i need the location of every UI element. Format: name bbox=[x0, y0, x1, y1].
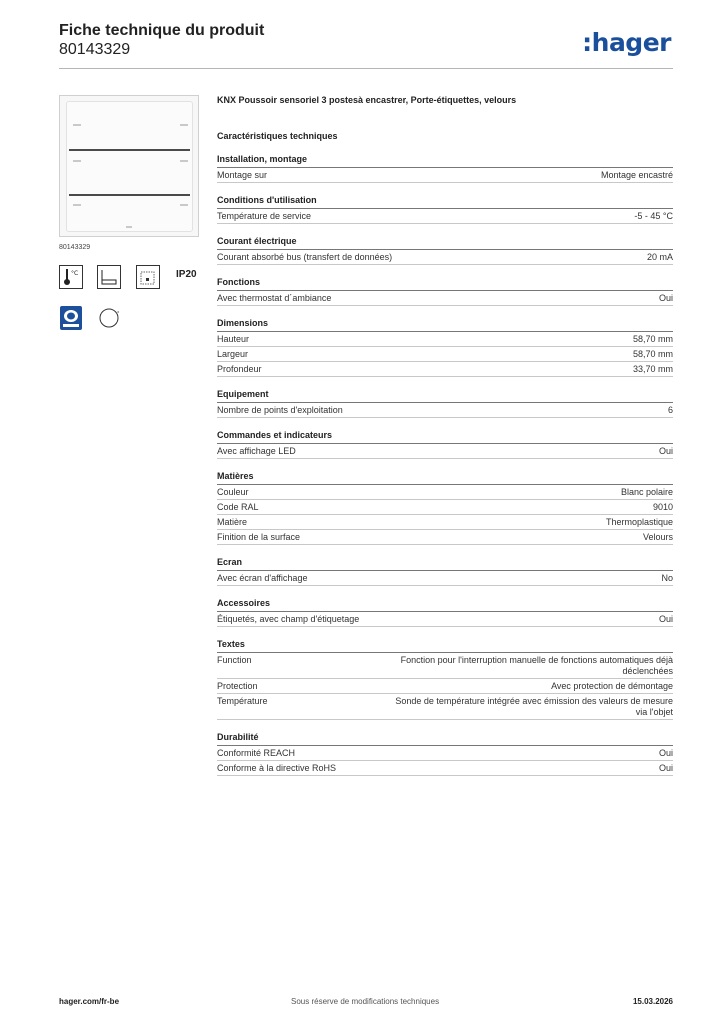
document-number: 80143329 bbox=[59, 41, 131, 58]
spec-group bbox=[217, 389, 673, 418]
spec-group bbox=[217, 430, 673, 459]
spec-group bbox=[217, 236, 673, 265]
spec-label: Conformité REACH bbox=[217, 748, 296, 758]
spec-label: Température de service bbox=[217, 211, 312, 221]
spec-value: Velours bbox=[642, 532, 673, 542]
spec-group bbox=[217, 277, 673, 306]
spec-row bbox=[217, 168, 673, 183]
spec-row bbox=[217, 746, 673, 761]
spec-label: Hauteur bbox=[217, 334, 250, 344]
svg-text:°: ° bbox=[117, 311, 120, 317]
spec-group-title: Fonctions bbox=[217, 277, 673, 291]
spec-row bbox=[217, 530, 673, 545]
spec-value: 33,70 mm bbox=[632, 364, 673, 374]
spec-label: Matière bbox=[217, 517, 248, 527]
page-header bbox=[59, 22, 673, 70]
spec-group-title: Dimensions bbox=[217, 318, 673, 332]
spec-row bbox=[217, 694, 673, 720]
spec-value: Oui bbox=[658, 748, 673, 758]
spec-value: Montage encastré bbox=[600, 170, 673, 180]
spec-group bbox=[217, 598, 673, 627]
spec-value: 58,70 mm bbox=[632, 349, 673, 359]
spec-label: Température bbox=[217, 696, 268, 706]
spec-group-title: Courant électrique bbox=[217, 236, 673, 250]
spec-label: Largeur bbox=[217, 349, 249, 359]
section-title: Caractéristiques techniques bbox=[217, 131, 338, 141]
spec-row bbox=[217, 332, 673, 347]
spec-row bbox=[217, 679, 673, 694]
spec-label: Étiquetés, avec champ d'étiquetage bbox=[217, 614, 360, 624]
spec-row bbox=[217, 362, 673, 377]
spec-label: Avec écran d'affichage bbox=[217, 573, 308, 583]
spec-label: Finition de la surface bbox=[217, 532, 301, 542]
spec-row bbox=[217, 485, 673, 500]
spec-group-title: Textes bbox=[217, 639, 673, 653]
svg-text:°C: °C bbox=[71, 270, 79, 277]
spec-group-title: Installation, montage bbox=[217, 154, 673, 168]
spec-value: 9010 bbox=[652, 502, 673, 512]
spec-row bbox=[217, 291, 673, 306]
spec-row bbox=[217, 515, 673, 530]
spec-value: 20 mA bbox=[646, 252, 673, 262]
spec-label: Nombre de points d'exploitation bbox=[217, 405, 343, 415]
spec-group-title: Equipement bbox=[217, 389, 673, 403]
hager-logo: :hager bbox=[582, 28, 671, 57]
flush-mount-icon bbox=[97, 265, 121, 289]
spec-label: Profondeur bbox=[217, 364, 262, 374]
header-divider bbox=[59, 68, 673, 69]
spec-group bbox=[217, 732, 673, 776]
spec-row bbox=[217, 403, 673, 418]
spec-group-title: Conditions d'utilisation bbox=[217, 195, 673, 209]
spec-label: Avec affichage LED bbox=[217, 446, 296, 456]
spec-content bbox=[217, 95, 673, 776]
ip20-badge: IP20 bbox=[176, 269, 197, 280]
spec-group-title: Ecran bbox=[217, 557, 673, 571]
spec-row bbox=[217, 653, 673, 679]
footer-date: 15.03.2026 bbox=[632, 997, 673, 1006]
spec-group-title: Accessoires bbox=[217, 598, 673, 612]
spec-value: Blanc polaire bbox=[620, 487, 673, 497]
spec-label: Conforme à la directive RoHS bbox=[217, 763, 337, 773]
product-image-caption: 80143329 bbox=[59, 244, 91, 251]
spec-value: Sonde de température intégrée avec émission des valeurs de mesure via l'objet bbox=[395, 696, 673, 717]
spec-group-title: Commandes et indicateurs bbox=[217, 430, 673, 444]
spec-group-title: Durabilité bbox=[217, 732, 673, 746]
product-image bbox=[59, 95, 199, 237]
eco-label-icon bbox=[59, 305, 83, 329]
spec-value: Oui bbox=[658, 446, 673, 456]
spec-group bbox=[217, 471, 673, 545]
spec-label: Protection bbox=[217, 681, 258, 691]
spec-group bbox=[217, 639, 673, 720]
product-title: KNX Poussoir sensoriel 3 postesà encastrer, Porte-étiquettes, velours bbox=[217, 95, 517, 105]
spec-group-title: Matières bbox=[217, 471, 673, 485]
spec-group bbox=[217, 557, 673, 586]
surface-box-icon bbox=[136, 265, 160, 289]
spec-label: Avec thermostat d´ambiance bbox=[217, 293, 332, 303]
spec-label: Montage sur bbox=[217, 170, 268, 180]
rotation-icon bbox=[97, 305, 121, 329]
spec-row bbox=[217, 612, 673, 627]
spec-group bbox=[217, 154, 673, 183]
spec-value: Oui bbox=[658, 614, 673, 624]
spec-label: Code RAL bbox=[217, 502, 259, 512]
spec-value: 58,70 mm bbox=[632, 334, 673, 344]
spec-label: Courant absorbé bus (transfert de données) bbox=[217, 252, 393, 262]
spec-group bbox=[217, 195, 673, 224]
product-plate bbox=[66, 101, 193, 232]
spec-row bbox=[217, 761, 673, 776]
spec-value: Thermoplastique bbox=[605, 517, 673, 527]
document-title: Fiche technique du produit bbox=[59, 22, 265, 39]
spec-value: 6 bbox=[667, 405, 673, 415]
spec-value: Avec protection de démontage bbox=[551, 681, 673, 691]
footer-disclaimer: Sous réserve de modifications techniques bbox=[291, 997, 440, 1006]
spec-row bbox=[217, 250, 673, 265]
spec-label: Couleur bbox=[217, 487, 249, 497]
spec-row bbox=[217, 500, 673, 515]
spec-row bbox=[217, 347, 673, 362]
spec-row bbox=[217, 444, 673, 459]
spec-value: Oui bbox=[658, 763, 673, 773]
spec-value: Fonction pour l'interruption manuelle de fonctions automatiques déjà déclenchées bbox=[400, 655, 673, 676]
spec-value: Oui bbox=[658, 293, 673, 303]
spec-group bbox=[217, 318, 673, 377]
footer-website: hager.com/fr-be bbox=[59, 997, 120, 1006]
spec-label: Function bbox=[217, 655, 252, 665]
temperature-icon bbox=[59, 265, 83, 289]
spec-row bbox=[217, 209, 673, 224]
spec-value: No bbox=[661, 573, 673, 583]
spec-groups bbox=[217, 154, 673, 776]
spec-row bbox=[217, 571, 673, 586]
spec-value: -5 - 45 °C bbox=[634, 211, 673, 221]
